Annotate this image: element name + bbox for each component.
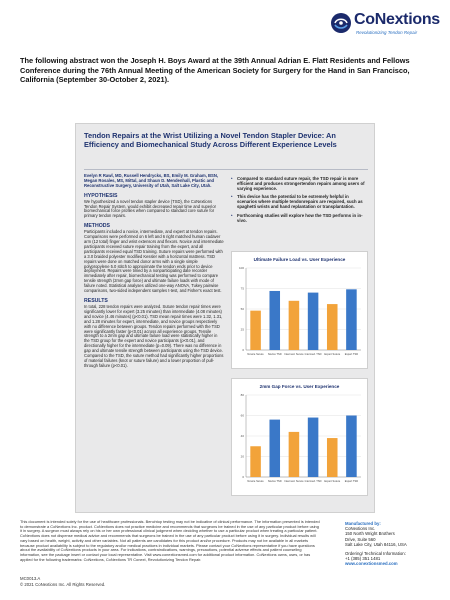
conclusion-bullets — [231, 176, 369, 223]
chart-bar — [308, 418, 319, 477]
results-text: In total, 228 tendon repairs were analyzed. Suture tendon repair times were significantly lower for expert (3.25 minutes) than intermediate (4.08 minutes) and novice (4.46 minutes) (p<0.01). TSD mean repair times were 1.32, 1.31, and 1.28 minutes for expert, intermediate, and novice groups respectively with no difference between groups. Tendon repairs performed with the TSD were significantly faster (p<0.01) across all experience groups. Tensile strength to a 2mm gap and ultimate failure load were statistically higher in the TSD group for the expert and novice participants (p<0.01), and directionally higher for the intermediate (p=0.09). There was no difference in gap and ultimate tensile strength between participants using the TSD device. Compared to the TSD, the suture method had significantly higher proportions of material failures (knot or suture failure) and a lower proportion of pull-through failure (p<0.01). — [84, 304, 224, 368]
chart-bar — [327, 304, 338, 350]
ultimate-failure-load-chart — [231, 251, 368, 369]
manufacturer-address-line: Drive, Suite 560 — [345, 536, 376, 542]
chart-x-tick-label: Novice Suture — [247, 480, 264, 483]
chart-title: Ultimate Failure Load vs. User Experience — [253, 257, 346, 262]
manufacturer-info — [345, 521, 440, 571]
conclusion-bullet: • Compared to standard suture repair, the TSD repair is more efficient and produces strongertendon repairs among users of varying experience. — [231, 176, 369, 191]
methods-heading: METHODS — [84, 223, 110, 230]
brand-tagline: Revolutionizing Tendon Repair — [356, 30, 418, 35]
manufacturer-company: CoNextions Inc. — [345, 526, 376, 532]
chart-svg — [232, 252, 367, 368]
chart-x-tick-label: Intermed. TSD — [304, 480, 322, 483]
poster-left-column — [84, 173, 224, 369]
chart-bar — [346, 289, 357, 350]
chart-title: 2mm Gap Force vs. User Experience — [259, 384, 340, 389]
chart-bar — [327, 438, 338, 477]
chart-y-tick-label: 75 — [240, 286, 244, 291]
chart-y-tick-label: 25 — [240, 327, 244, 332]
chart-svg — [232, 379, 367, 495]
manufacturer-label: Manufactured by: — [345, 521, 381, 526]
chart-y-tick-label: 0 — [242, 348, 244, 353]
chart-x-tick-label: Novice Suture — [247, 353, 264, 356]
poster-divider — [84, 169, 368, 170]
chart-x-tick-label: Intermed. Suture — [284, 480, 304, 483]
chart-x-tick-label: Expert Suture — [324, 353, 341, 356]
award-headline: The following abstract won the Joseph H. Boys Award at the 39th Annual Adrian E. Flatt Residents and Fellows Conference during the 76th Annual Meeting of the American Society for Surgery for the Hand in San Francisco, California (September 30-October 2, 2021). — [20, 56, 410, 85]
poster-authors: Evelyn R Rawl, MD, Russell Hendrycks, BS, Emily M. Graham, BSN, Megan Rosales, MS, Mittal, and Shaun D. Mendenhall, Plastic and Reconstructive Surgery, University of Utah, Salt Lake City, Utah. — [84, 173, 219, 189]
ordering-label: Ordering/ Technical Information: — [345, 551, 406, 557]
chart-bar — [250, 446, 261, 477]
chart-x-tick-label: Expert TSD — [344, 480, 359, 483]
chart-x-tick-label: Intermed. Suture — [284, 353, 304, 356]
chart-bar — [269, 291, 280, 350]
ordering-phone: +1 (385) 351 1481 — [345, 556, 381, 562]
chart-y-tick-label: 0 — [242, 475, 244, 480]
poster-title: Tendon Repairs at the Wrist Utilizing a Novel Tendon Stapler Device: An Efficiency and Biomechanical Study Across Different Experience Levels — [84, 131, 337, 149]
chart-y-tick-label: 50 — [240, 307, 244, 312]
conextions-logo — [330, 9, 442, 39]
hypothesis-heading: HYPOTHESIS — [84, 192, 118, 199]
chart-y-tick-label: 60 — [240, 413, 244, 418]
methods-text: Participants included a novice, intermediate, and expert at tendon repairs. Comparisons were performed on 6 left and 6 right matched human cadaver arm (12 total) finger and wrist extensors and flexors. Novice and intermediate participants received suture repair training from the expert, and all participants received equal TSD training. Suture repairs were performed with a 3.0 braided polyester modified Kessler with a horizontal mattress. TSD repairs were done on matched donor arms with a single simple polypropylene 5.0 stitch to approximate the tendon ends prior to device deployment. Repairs were timed by a nonparticipating date recorder immediately after repair, biomechanical testing was performed to compare tensile strength (2mm gap force) and ultimate failure loads with mode of failure noted. Statistical analyses utilized one-way ANOVA, Tukey pairwise comparisons, two-sided independent samples t-test, and Fisher's exact test. — [84, 229, 224, 294]
document-code: MC0013.A — [20, 576, 41, 581]
chart-y-tick-label: 40 — [240, 434, 244, 439]
website-link[interactable]: www.conextionsmed.com — [345, 561, 398, 567]
chart-bar — [269, 420, 280, 477]
manufacturer-address-line: Salt Lake City, Utah 84116, USA — [345, 541, 407, 547]
abstract-poster — [75, 123, 375, 513]
chart-x-tick-label: Intermed. TSD — [304, 353, 322, 356]
chart-y-tick-label: 80 — [240, 393, 244, 398]
chart-bar — [308, 293, 319, 350]
chart-x-tick-label: Expert Suture — [324, 480, 341, 483]
chart-y-tick-label: 20 — [240, 454, 244, 459]
chart-bar — [289, 432, 300, 477]
conextions-logo-icon — [330, 12, 352, 34]
results-heading: RESULTS — [84, 298, 108, 305]
manufacturer-address-line: 150 North Wright Brothers — [345, 531, 395, 537]
chart-x-tick-label: Novice TSD — [267, 480, 282, 483]
chart-bar — [250, 311, 261, 350]
chart-x-tick-label: Expert TSD — [344, 353, 359, 356]
conclusion-bullet: • This device has the potential to be extremely helpful in scenarios where multiple tendonrepairs are required, such as spaghetti wrists and hand replantation or transplantation. — [231, 194, 369, 209]
brand-name: CoNextions — [354, 11, 440, 28]
document-meta — [20, 576, 105, 588]
hypothesis-text: We hypothesized a novel tendon stapler device (TSD), the CoNextions Tendon Repair System, would exhibit decreased repair time and superior biomechanical force profiles when compared to standard core suture for primary tendon repairs. — [84, 198, 216, 219]
gap-force-chart — [231, 378, 368, 496]
chart-x-tick-label: Novice TSD — [267, 353, 282, 356]
conclusion-bullet: • Forthcoming studies will explore how the TSD performs in in-vivo. — [231, 213, 369, 223]
chart-bar — [289, 301, 300, 350]
chart-y-tick-label: 100 — [238, 266, 244, 271]
poster-right-column — [231, 176, 369, 226]
chart-bar — [346, 416, 357, 478]
legal-disclaimer: This document is intended solely for the use of healthcare professionals. Benchtop testing may not be indicative of clinical performance. The information presented is intended to demonstrate a CoNextions Inc. product. CoNextions does not practice medicine and recommends that surgeons be trained in the use of any particular product before using it in surgery. A surgeon must always rely on his or her own professional clinical judgment when deciding whether to use a particular product when treating a particular patient. CoNextions does not dispense medical advice and recommends that surgeons be trained in the use of any particular product before using it in surgery. Individual results will vary based on health, weight, activity and other variables. Not all patients are candidates for this product and/or procedure. Products may not be available in all markets because product availability is subject to the regulatory and/or medical practices in individual markets. Please contact your CoNextions representative if you have questions about the availability of CoNextions products in your area. For indications, contraindications, warnings, precautions, potential adverse effects and patient counseling information, see the package insert or contact your local representative. Visit www.conextionsmed.com for additional product information. CoNextions owns, uses, or has applied for the following trademarks: CoNextions, CoNextions TR Conext, Revolutionizing Tendon Repair. — [20, 519, 320, 562]
copyright-notice: © 2021 CoNextions Inc. All Rights Reserved. — [20, 582, 106, 587]
